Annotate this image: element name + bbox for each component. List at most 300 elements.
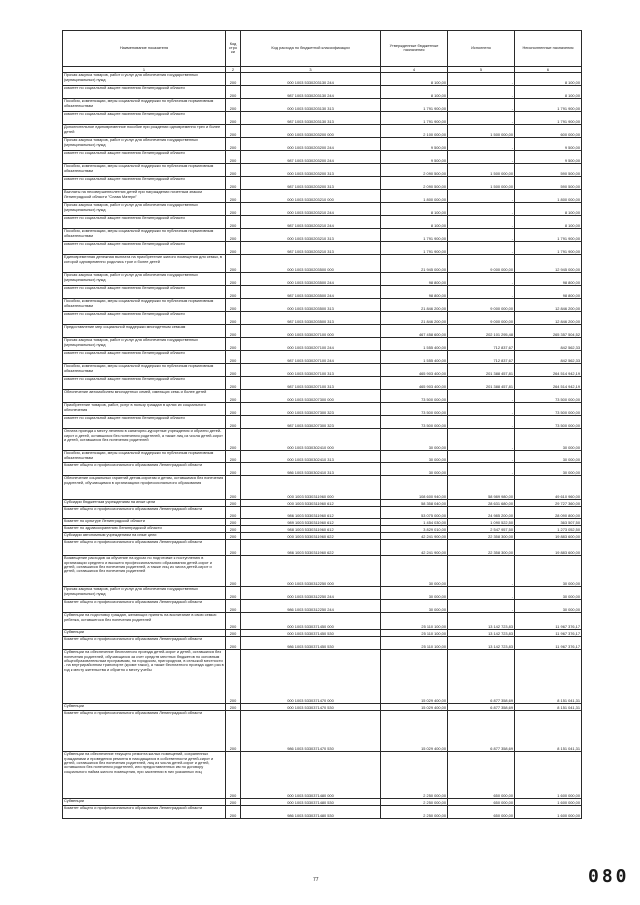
cell-name: Пособия, компенсации, меры социальной поддержки по публичным нормативным обязательствам [63, 164, 226, 177]
cell-code: 200 [226, 242, 241, 255]
cell-approved: 9 500,00 [381, 151, 448, 164]
table-row [63, 299, 582, 312]
cell-name: Прочая закупка товаров, работ и услуг для обеспечения государственных (муниципальных) нужд [63, 73, 226, 86]
cell-code: 200 [226, 299, 241, 312]
cell-unexecuted: 264 514 942,19 [515, 364, 582, 377]
cell-executed: - [448, 403, 515, 416]
cell-executed: - [448, 273, 515, 286]
cell-code: 200 [226, 752, 241, 799]
cell-executed: 201 388 457,81 [448, 377, 515, 390]
cell-unexecuted: 30 000,00 [515, 463, 582, 476]
cell-name: Комитет общего и профессионального образования Ленинградской области [63, 806, 226, 819]
cell-class-code: 989 1003 5330311960 612 [241, 519, 381, 526]
cell-name: Прочая закупка товаров, работ и услуг для обеспечения государственных (муниципальных) нужд [63, 203, 226, 216]
cell-code: 200 [226, 451, 241, 463]
col-header-name: Наименование показателя [63, 31, 226, 67]
table-row [63, 556, 582, 587]
cell-code: 200 [226, 112, 241, 125]
cell-approved: 2 250 000,00 [381, 752, 448, 799]
table-row [63, 338, 582, 351]
col-index: 5 [448, 66, 515, 73]
cell-unexecuted: 600 000,00 [515, 125, 582, 138]
cell-approved: 465 903 400,00 [381, 377, 448, 390]
table-row [63, 112, 582, 125]
cell-approved: 73 500 000,00 [381, 416, 448, 429]
cell-approved: 30 000,00 [381, 429, 448, 451]
cell-unexecuted: 30 000,00 [515, 451, 582, 463]
cell-executed: 1 500 000,00 [448, 164, 515, 177]
cell-name: Пособия, компенсации, меры социальной поддержки по публичным нормативным обязательствам [63, 99, 226, 112]
cell-approved: 467 458 600,00 [381, 325, 448, 338]
cell-executed: - [448, 429, 515, 451]
cell-executed: - [448, 451, 515, 463]
cell-class-code: 988 1003 5330311960 612 [241, 526, 381, 533]
cell-unexecuted: 8 151 041,31 [515, 704, 582, 711]
table-row [63, 507, 582, 519]
cell-approved: 8 100,00 [381, 73, 448, 86]
cell-code: 200 [226, 325, 241, 338]
cell-name: комитет по социальной защите населения Ленинградской области [63, 416, 226, 429]
cell-unexecuted: 8 100,00 [515, 73, 582, 86]
cell-executed: 650 000,00 [448, 752, 515, 799]
cell-name: Пособия, компенсации, меры социальной поддержки по публичным нормативным обязательствам [63, 229, 226, 242]
cell-class-code: 986 1003 5330302410 313 [241, 463, 381, 476]
cell-name: комитет по социальной защите населения Ленинградской области [63, 151, 226, 164]
cell-code: 200 [226, 229, 241, 242]
table-row [63, 229, 582, 242]
cell-approved: 15 029 400,00 [381, 711, 448, 752]
table-row [63, 806, 582, 819]
cell-code: 200 [226, 86, 241, 99]
cell-class-code: 000 1003 5330311960 622 [241, 533, 381, 540]
table-row [63, 351, 582, 364]
page-stamp: 080 [588, 866, 630, 887]
cell-executed: 58 989 980,00 [448, 476, 515, 500]
page-number: 77 [313, 877, 319, 883]
cell-executed: 1 500 000,00 [448, 125, 515, 138]
cell-code: 200 [226, 364, 241, 377]
cell-class-code: 000 1003 5330311960 612 [241, 500, 381, 507]
table-row [63, 73, 582, 86]
cell-unexecuted: 8 100,00 [515, 216, 582, 229]
cell-code: 200 [226, 704, 241, 711]
cell-unexecuted: 73 500 000,00 [515, 390, 582, 403]
cell-name: комитет по социальной защите населения Ленинградской области [63, 351, 226, 364]
cell-name: Прочая закупка товаров, работ и услуг для обеспечения государственных (муниципальных) нужд [63, 338, 226, 351]
cell-unexecuted: 842 562,33 [515, 351, 582, 364]
cell-executed: 13 142 723,83 [448, 630, 515, 637]
cell-name: Дополнительное единовременное пособие при рождении одновременно трех и более детей [63, 125, 226, 138]
cell-name: комитет по социальной защите населения Ленинградской области [63, 377, 226, 390]
table-row [63, 286, 582, 299]
cell-approved: 3 829 010,00 [381, 526, 448, 533]
cell-name: Комитет общего и профессионального образования Ленинградской области [63, 637, 226, 650]
col-header-unexecuted: Неисполненные назначения [515, 31, 582, 67]
cell-name: Комитет общего и профессионального образования Ленинградской области [63, 540, 226, 556]
cell-class-code: 000 1003 5330371470 000 [241, 650, 381, 704]
table-row [63, 125, 582, 138]
cell-class-code: 000 1003 5330203500 244 [241, 273, 381, 286]
cell-name: Оплата проезда к месту лечения в санаторно-курортные учреждения и обратно детей-сирот и детей, оставшихся без попечения родителей, а также лиц из числа детей-сирот и детей, оставшихся без попечения родителей [63, 429, 226, 451]
cell-code: 200 [226, 151, 241, 164]
cell-approved: 25 110 100,00 [381, 613, 448, 630]
cell-approved: 30 000,00 [381, 600, 448, 613]
cell-code: 200 [226, 286, 241, 299]
table-row [63, 613, 582, 630]
cell-code: 200 [226, 507, 241, 519]
cell-code: 200 [226, 540, 241, 556]
cell-code: 200 [226, 587, 241, 600]
table-row [63, 325, 582, 338]
cell-approved: 73 500 000,00 [381, 390, 448, 403]
cell-name: Субвенции на подготовку граждан, желающих принять на воспитание в свою семью ребенка, оставшегося без попечения родителей [63, 613, 226, 630]
cell-executed: - [448, 600, 515, 613]
cell-name: Обеспечение социальных гарантий детям-сиротам и детям, оставшимся без попечения родителей, обучающимся в организациях профессионального образования [63, 476, 226, 500]
cell-approved: 1 800 000,00 [381, 190, 448, 203]
cell-unexecuted: 49 610 960,00 [515, 476, 582, 500]
cell-approved: 1 791 900,00 [381, 112, 448, 125]
table-row [63, 540, 582, 556]
cell-unexecuted: 30 000,00 [515, 587, 582, 600]
cell-class-code: 000 1003 5330203200 244 [241, 138, 381, 151]
col-index: 1 [63, 66, 226, 73]
cell-class-code: 000 1003 5330371450 000 [241, 613, 381, 630]
cell-name: Субвенции [63, 630, 226, 637]
cell-name: Субсидии бюджетным учреждениям на иные цели [63, 500, 226, 507]
cell-unexecuted: 73 500 000,00 [515, 403, 582, 416]
table-row [63, 600, 582, 613]
cell-unexecuted: 8 100,00 [515, 86, 582, 99]
cell-code: 200 [226, 73, 241, 86]
cell-approved: 25 110 100,00 [381, 637, 448, 650]
cell-name: Субвенции на обеспечение бесплатного проезда детей-сирот и детей, оставшихся без попечения родителей, обучающихся за счет средств местных бюджетов по основным общеобразовательным программам, на городском, пригородном, в сельской местности - на внутрирайонном транспорте (кроме такси), а также бесплатного проезда один раз в год к месту жительства и обратно к месту учебы [63, 650, 226, 704]
cell-name: Комитет общего и профессионального образования Ленинградской области [63, 600, 226, 613]
cell-executed: 9 000 000,00 [448, 255, 515, 273]
table-row [63, 364, 582, 377]
cell-class-code: 987 1003 5330203200 244 [241, 151, 381, 164]
cell-name: комитет по социальной защите населения Ленинградской области [63, 286, 226, 299]
table-row [63, 476, 582, 500]
cell-unexecuted: 8 151 041,31 [515, 650, 582, 704]
cell-name: комитет по социальной защите населения Ленинградской области [63, 112, 226, 125]
cell-unexecuted: 8 151 041,31 [515, 711, 582, 752]
cell-code: 200 [226, 125, 241, 138]
table-body [63, 73, 582, 819]
table-row [63, 500, 582, 507]
cell-code: 200 [226, 519, 241, 526]
cell-executed: 24 985 200,00 [448, 507, 515, 519]
cell-class-code: 000 1003 5330203500 000 [241, 255, 381, 273]
cell-unexecuted: 30 000,00 [515, 429, 582, 451]
cell-code: 200 [226, 377, 241, 390]
table-row [63, 151, 582, 164]
cell-class-code: 987 1003 5330203210 244 [241, 216, 381, 229]
cell-approved: 2 250 000,00 [381, 799, 448, 806]
cell-unexecuted: 98 800,00 [515, 286, 582, 299]
cell-approved: 1 791 900,00 [381, 229, 448, 242]
cell-name: Предоставление мер социальной поддержки многодетным семьям [63, 325, 226, 338]
cell-executed: - [448, 229, 515, 242]
cell-unexecuted: 28 090 800,00 [515, 507, 582, 519]
cell-class-code: 986 1003 5330312250 244 [241, 600, 381, 613]
cell-executed: 22 358 300,00 [448, 533, 515, 540]
cell-class-code: 987 1003 5330203130 244 [241, 86, 381, 99]
cell-class-code: 987 1003 5330207100 313 [241, 377, 381, 390]
cell-name: Субвенции [63, 704, 226, 711]
cell-name: Пособия, компенсации, меры социальной поддержки по публичным нормативным обязательствам [63, 451, 226, 463]
header-row [63, 31, 582, 67]
cell-executed: 712 837,67 [448, 351, 515, 364]
cell-code: 200 [226, 390, 241, 403]
cell-code: 200 [226, 216, 241, 229]
cell-code: 200 [226, 255, 241, 273]
cell-approved: 1 555 400,00 [381, 338, 448, 351]
cell-approved: 21 846 200,00 [381, 312, 448, 325]
cell-executed: - [448, 138, 515, 151]
cell-name: Возмещение расходов за обучение на курсах по подготовке к поступлению в организации среднего и высшего профессионального образования детей-сирот и детей, оставшихся без попечения родителей, а также лиц из числа детей-сирот и детей, оставшихся без попечения родителей [63, 556, 226, 587]
cell-approved: 15 029 400,00 [381, 704, 448, 711]
cell-name: Субвенции на обеспечение текущего ремонта жилых помещений, сохраненных гражданами и проведения ремонта в находящихся в собственности детей-сирот и детей, оставшихся без попечения родителей, лиц из числа детей-сирот и детей, оставшихся без попечения родителей, или предоставленных им по договору социального найма жилого помещения, при заселении в них указанных лиц [63, 752, 226, 799]
cell-unexecuted: 9 500,00 [515, 151, 582, 164]
cell-approved: 30 000,00 [381, 556, 448, 587]
cell-executed: 9 000 000,00 [448, 312, 515, 325]
cell-code: 200 [226, 650, 241, 704]
cell-approved: 21 846 200,00 [381, 299, 448, 312]
cell-code: 200 [226, 190, 241, 203]
cell-approved: 465 903 400,00 [381, 364, 448, 377]
cell-executed: - [448, 112, 515, 125]
table-row [63, 533, 582, 540]
cell-approved: 73 500 000,00 [381, 403, 448, 416]
cell-class-code: 000 1003 5330302410 000 [241, 429, 381, 451]
cell-code: 200 [226, 637, 241, 650]
cell-approved: 2 090 500,00 [381, 164, 448, 177]
cell-executed: - [448, 99, 515, 112]
cell-unexecuted: 73 500 000,00 [515, 416, 582, 429]
cell-code: 200 [226, 99, 241, 112]
cell-approved: 30 000,00 [381, 587, 448, 600]
cell-code: 200 [226, 351, 241, 364]
cell-class-code: 000 1003 5330371480 530 [241, 799, 381, 806]
table-row [63, 86, 582, 99]
cell-code: 200 [226, 600, 241, 613]
cell-class-code: 987 1003 5330203210 313 [241, 242, 381, 255]
cell-code: 200 [226, 403, 241, 416]
cell-class-code: 987 1003 5330207300 323 [241, 416, 381, 429]
cell-code: 200 [226, 556, 241, 587]
cell-class-code: 000 1003 5330207300 323 [241, 403, 381, 416]
table-row [63, 429, 582, 451]
cell-unexecuted: 19 883 600,00 [515, 533, 582, 540]
cell-approved: 30 000,00 [381, 463, 448, 476]
cell-name: Единовременная денежная выплата на приобретение жилого помещения для семьи, в которой одновременно родились трое и более детей [63, 255, 226, 273]
col-index: 6 [515, 66, 582, 73]
cell-class-code: 000 1003 5330203210 000 [241, 190, 381, 203]
table-row [63, 704, 582, 711]
cell-executed: - [448, 587, 515, 600]
cell-name: Комитет общего и профессионального образования Ленинградской области [63, 463, 226, 476]
cell-executed: - [448, 73, 515, 86]
cell-class-code: 987 1003 5330203500 313 [241, 312, 381, 325]
cell-unexecuted: 1 600 000,00 [515, 806, 582, 819]
cell-unexecuted: 1 600 000,00 [515, 752, 582, 799]
table-row [63, 273, 582, 286]
cell-class-code: 986 1003 5330371470 530 [241, 711, 381, 752]
cell-unexecuted: 29 727 360,00 [515, 500, 582, 507]
cell-approved: 1 791 900,00 [381, 242, 448, 255]
cell-code: 200 [226, 711, 241, 752]
cell-unexecuted: 590 500,00 [515, 177, 582, 190]
cell-unexecuted: 1 791 900,00 [515, 242, 582, 255]
cell-approved: 2 100 000,00 [381, 125, 448, 138]
table-row [63, 177, 582, 190]
cell-executed: 202 101 295,48 [448, 325, 515, 338]
cell-class-code: 000 1003 5330203500 313 [241, 299, 381, 312]
cell-approved: 15 029 400,00 [381, 650, 448, 704]
cell-approved: 53 075 000,00 [381, 507, 448, 519]
cell-code: 200 [226, 164, 241, 177]
table-row [63, 637, 582, 650]
cell-executed: - [448, 203, 515, 216]
cell-name: комитет по социальной защите населения Ленинградской области [63, 216, 226, 229]
cell-approved: 1 555 400,00 [381, 351, 448, 364]
cell-class-code: 000 1003 5330207300 000 [241, 390, 381, 403]
cell-unexecuted: 19 883 600,00 [515, 540, 582, 556]
cell-name: Приобретение товаров, работ, услуг в пользу граждан в целях их социального обеспечения [63, 403, 226, 416]
cell-unexecuted: 1 791 900,00 [515, 99, 582, 112]
cell-class-code: 000 1003 5330203210 244 [241, 203, 381, 216]
table-row [63, 164, 582, 177]
cell-executed: - [448, 556, 515, 587]
table-row [63, 138, 582, 151]
cell-code: 200 [226, 273, 241, 286]
cell-unexecuted: 590 500,00 [515, 164, 582, 177]
cell-unexecuted: 9 500,00 [515, 138, 582, 151]
cell-class-code: 987 1003 5330203130 313 [241, 112, 381, 125]
table-row [63, 519, 582, 526]
cell-executed: 22 358 300,00 [448, 540, 515, 556]
cell-approved: 8 100,00 [381, 86, 448, 99]
cell-unexecuted: 30 000,00 [515, 556, 582, 587]
table-row [63, 526, 582, 533]
col-header-class: Код расхода по бюджетной классификации [241, 31, 381, 67]
cell-executed: - [448, 463, 515, 476]
table-row [63, 451, 582, 463]
cell-unexecuted: 1 600 000,00 [515, 799, 582, 806]
cell-executed: 13 142 723,83 [448, 637, 515, 650]
table-row [63, 377, 582, 390]
cell-executed: 13 142 723,83 [448, 613, 515, 630]
cell-code: 200 [226, 203, 241, 216]
cell-approved: 21 945 000,00 [381, 255, 448, 273]
cell-executed: - [448, 242, 515, 255]
cell-approved: 42 241 900,00 [381, 540, 448, 556]
cell-name: Субсидии автономным учреждениям на иные цели [63, 533, 226, 540]
cell-executed: 712 837,67 [448, 338, 515, 351]
cell-class-code: 986 1003 5330311960 622 [241, 540, 381, 556]
cell-executed: 6 877 358,69 [448, 704, 515, 711]
cell-executed: - [448, 416, 515, 429]
cell-approved: 8 100,00 [381, 203, 448, 216]
cell-approved: 98 800,00 [381, 273, 448, 286]
cell-executed: 2 547 957,50 [448, 526, 515, 533]
cell-name: Комитет общего и профессионального образования Ленинградской области [63, 507, 226, 519]
cell-executed: 1 500 000,00 [448, 177, 515, 190]
cell-approved: 98 800,00 [381, 286, 448, 299]
cell-approved: 8 100,00 [381, 216, 448, 229]
cell-name: комитет по социальной защите населения Ленинградской области [63, 177, 226, 190]
table-row [63, 711, 582, 752]
cell-name: Прочая закупка товаров, работ и услуг для обеспечения государственных (муниципальных) нужд [63, 587, 226, 600]
cell-class-code: 000 1003 5330311960 000 [241, 476, 381, 500]
cell-class-code: 000 1003 5330207100 244 [241, 338, 381, 351]
cell-name: Прочая закупка товаров, работ и услуг для обеспечения государственных (муниципальных) нужд [63, 138, 226, 151]
cell-code: 200 [226, 476, 241, 500]
cell-executed: 6 877 358,69 [448, 711, 515, 752]
cell-code: 200 [226, 799, 241, 806]
cell-approved: 58 358 040,00 [381, 500, 448, 507]
cell-name: Комитет по здравоохранению Ленинградской области [63, 526, 226, 533]
report-sheet [62, 30, 581, 819]
table-row [63, 587, 582, 600]
cell-name: Выплаты на несовершеннолетних детей при награждении почетным знаком Ленинградской области "Слава Матери" [63, 190, 226, 203]
col-index: 3 [241, 66, 381, 73]
cell-name: комитет по социальной защите населения Ленинградской области [63, 312, 226, 325]
column-index-row [63, 66, 582, 73]
table-row [63, 190, 582, 203]
cell-approved: 2 250 000,00 [381, 806, 448, 819]
table-row [63, 799, 582, 806]
table-row [63, 630, 582, 637]
cell-code: 200 [226, 526, 241, 533]
cell-approved: 9 500,00 [381, 138, 448, 151]
cell-class-code: 000 1003 5330302410 313 [241, 451, 381, 463]
cell-executed: 650 000,00 [448, 806, 515, 819]
cell-class-code: 000 1003 5330207100 000 [241, 325, 381, 338]
table-row [63, 203, 582, 216]
cell-class-code: 986 1003 5330371450 530 [241, 637, 381, 650]
cell-code: 200 [226, 630, 241, 637]
cell-unexecuted: 11 967 376,17 [515, 613, 582, 630]
cell-executed: - [448, 151, 515, 164]
cell-code: 200 [226, 500, 241, 507]
cell-unexecuted: 1 273 052,50 [515, 526, 582, 533]
table-row [63, 752, 582, 799]
cell-class-code: 986 1003 5330371480 530 [241, 806, 381, 819]
cell-approved: 108 600 940,00 [381, 476, 448, 500]
col-header-code: Код стро ки [226, 31, 241, 67]
cell-class-code: 000 1003 5330371480 000 [241, 752, 381, 799]
cell-name: Субвенции [63, 799, 226, 806]
cell-unexecuted: 11 967 376,17 [515, 630, 582, 637]
cell-executed: - [448, 86, 515, 99]
cell-unexecuted: 12 846 200,00 [515, 299, 582, 312]
cell-code: 200 [226, 533, 241, 540]
cell-code: 200 [226, 338, 241, 351]
cell-code: 200 [226, 463, 241, 476]
cell-class-code: 000 1003 5330371450 530 [241, 630, 381, 637]
cell-code: 200 [226, 416, 241, 429]
cell-executed: 6 877 358,69 [448, 650, 515, 704]
cell-executed: 28 631 680,00 [448, 500, 515, 507]
cell-approved: 42 241 900,00 [381, 533, 448, 540]
cell-class-code: 000 1003 5330203200 313 [241, 164, 381, 177]
cell-class-code: 987 1003 5330207100 244 [241, 351, 381, 364]
col-index: 4 [381, 66, 448, 73]
cell-code: 200 [226, 138, 241, 151]
cell-code: 200 [226, 613, 241, 630]
cell-executed: 1 090 522,50 [448, 519, 515, 526]
